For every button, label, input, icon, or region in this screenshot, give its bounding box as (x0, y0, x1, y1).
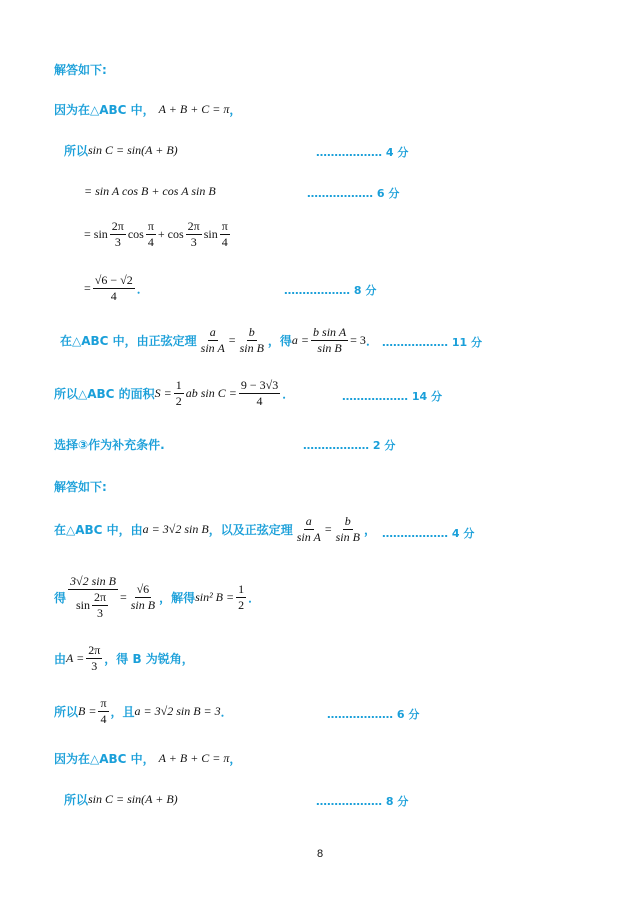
numerator: b (248, 325, 255, 339)
score-mark: ……………… 6 分 (327, 708, 420, 721)
text-suffix: ． (220, 705, 233, 719)
fraction (334, 515, 362, 544)
denominator: sin B (335, 530, 360, 544)
denominator: 3 (190, 235, 197, 249)
line-angle-sum-1 (54, 101, 241, 118)
score-mark: ……………… 11 分 (382, 336, 482, 349)
score-mark: ……………… 8 分 (316, 795, 409, 808)
math-part: B = (78, 704, 97, 718)
math-expr: sin C = sin(A + B) (88, 792, 178, 806)
numerator: 1 (238, 582, 245, 596)
line-law-of-sines-2 (54, 515, 376, 544)
fraction (68, 575, 118, 620)
line-area-1 (54, 379, 294, 408)
fraction (129, 583, 157, 612)
fraction (186, 220, 202, 249)
denominator: sin A (296, 530, 321, 544)
page-number: 8 (316, 848, 324, 860)
text-suffix: ，得 B 为锐角， (104, 652, 194, 666)
denominator: 4 (110, 289, 117, 303)
numerator: 2π (111, 219, 124, 233)
text-suffix: ． (365, 334, 378, 348)
math-part: = sin (84, 227, 108, 241)
math-part: sin² B = (195, 590, 235, 604)
math-part: A = (66, 651, 85, 665)
denominator: sin A (200, 341, 225, 355)
numerator: a (209, 325, 216, 339)
text-suffix: ． (136, 282, 149, 296)
math-part: = (228, 333, 236, 347)
math-expr: A + B + C = π (158, 102, 230, 116)
text-mid: ，以及正弦定理 (208, 523, 293, 537)
math-expr: sin C = sin(A + B) (88, 143, 178, 157)
line-result-sinC (84, 274, 149, 303)
math-part: a = 3√2 sin B = 3 (134, 704, 221, 718)
fraction (146, 220, 156, 249)
numerator: b (344, 514, 351, 528)
text-prefix: 由 (54, 652, 67, 666)
line-sinC-2 (64, 791, 178, 808)
fraction (199, 326, 227, 355)
math-part: = (84, 281, 91, 295)
text-prefix: 因为在△ABC 中， (54, 752, 155, 766)
denominator: 3 (96, 606, 103, 620)
fraction (311, 326, 348, 355)
fraction (110, 220, 126, 249)
numerator: 2π (93, 590, 107, 604)
numerator: 2π (187, 219, 200, 233)
denominator-part: sin (75, 598, 90, 612)
denominator: 4 (100, 712, 107, 726)
numerator: b sin A (313, 325, 347, 339)
math-part: sin (203, 227, 218, 241)
text-suffix: ， (363, 523, 376, 537)
fraction (174, 379, 184, 408)
line-A-value (54, 644, 194, 673)
score-mark: ……………… 4 分 (382, 527, 475, 540)
numerator: √6 − √2 (94, 273, 133, 287)
math-part: S = (154, 386, 172, 400)
text-prefix: 所以△ABC 的面积 (54, 387, 155, 401)
text-prefix: 所以 (64, 793, 89, 807)
math-part: cos (127, 227, 144, 241)
text-suffix: ， (229, 103, 242, 117)
denominator: 2 (238, 598, 245, 612)
math-part: a = 3√2 sin B (142, 522, 209, 536)
score-mark: ……………… 8 分 (284, 284, 377, 297)
fraction (86, 644, 102, 673)
score-mark: ……………… 2 分 (303, 439, 396, 452)
score-mark: ……………… 14 分 (342, 390, 442, 403)
fraction (93, 274, 135, 303)
text-mid: ，解得 (159, 591, 196, 605)
numerator: 1 (175, 378, 182, 392)
line-expand (84, 184, 216, 199)
text-suffix: ， (229, 752, 242, 766)
score-mark: ……………… 4 分 (316, 146, 409, 159)
text-mid: ，且 (110, 705, 135, 719)
text-prefix: 所以 (54, 705, 79, 719)
denominator: 2 (175, 394, 182, 408)
line-sinC-1 (64, 142, 178, 159)
text-prefix: 所以 (64, 144, 89, 158)
line-solve-sin2B (54, 575, 260, 620)
math-part: = (324, 522, 332, 536)
text-suffix: ． (248, 591, 261, 605)
text-prefix: 得 (54, 591, 67, 605)
numerator: π (147, 219, 154, 233)
denominator: sin B (130, 598, 156, 612)
denominator: 3 (114, 235, 121, 249)
score-mark: ……………… 6 分 (307, 187, 400, 200)
fraction (98, 697, 108, 726)
heading-solution-2: 解答如下: (54, 480, 107, 494)
numerator: 9 − 3√3 (240, 378, 279, 392)
line-B-value (54, 697, 233, 726)
denominator (74, 590, 112, 620)
denominator: 4 (221, 235, 228, 249)
fraction (220, 220, 230, 249)
denominator: sin B (239, 341, 264, 355)
numerator: a (305, 514, 312, 528)
text-prefix: 在△ABC 中，由 (54, 523, 143, 537)
denominator: sin B (317, 341, 342, 355)
line-angle-sum-2 (54, 750, 241, 767)
numerator: 3√2 sin B (70, 574, 116, 588)
math-part: ab sin C = (185, 386, 237, 400)
text-suffix: ． (282, 387, 295, 401)
numerator: π (221, 219, 228, 233)
fraction (92, 591, 108, 620)
numerator: √6 (136, 582, 150, 596)
denominator: 3 (91, 659, 98, 673)
math-expr: = sin A cos B + cos A sin B (84, 184, 216, 198)
fraction (295, 515, 323, 544)
heading-choose-option-3: 选择③作为补充条件. (54, 438, 165, 452)
numerator: 2π (88, 643, 101, 657)
text-prefix: 在△ABC 中，由正弦定理 (60, 334, 197, 348)
fraction (236, 583, 246, 612)
denominator: 4 (147, 235, 154, 249)
fraction (239, 379, 280, 408)
math-part: = (119, 590, 127, 604)
text-mid: ，得 (267, 334, 292, 348)
denominator: 4 (256, 394, 263, 408)
text-prefix: 因为在△ABC 中， (54, 103, 155, 117)
math-expr: A + B + C = π (158, 751, 230, 765)
line-substitute (84, 220, 232, 249)
fraction (238, 326, 266, 355)
heading-solution-1: 解答如下: (54, 63, 107, 77)
line-law-of-sines-1 (60, 326, 378, 355)
math-part: a = (291, 333, 310, 347)
numerator: π (100, 696, 107, 710)
math-part: = 3 (350, 333, 366, 347)
math-part: + cos (157, 227, 184, 241)
